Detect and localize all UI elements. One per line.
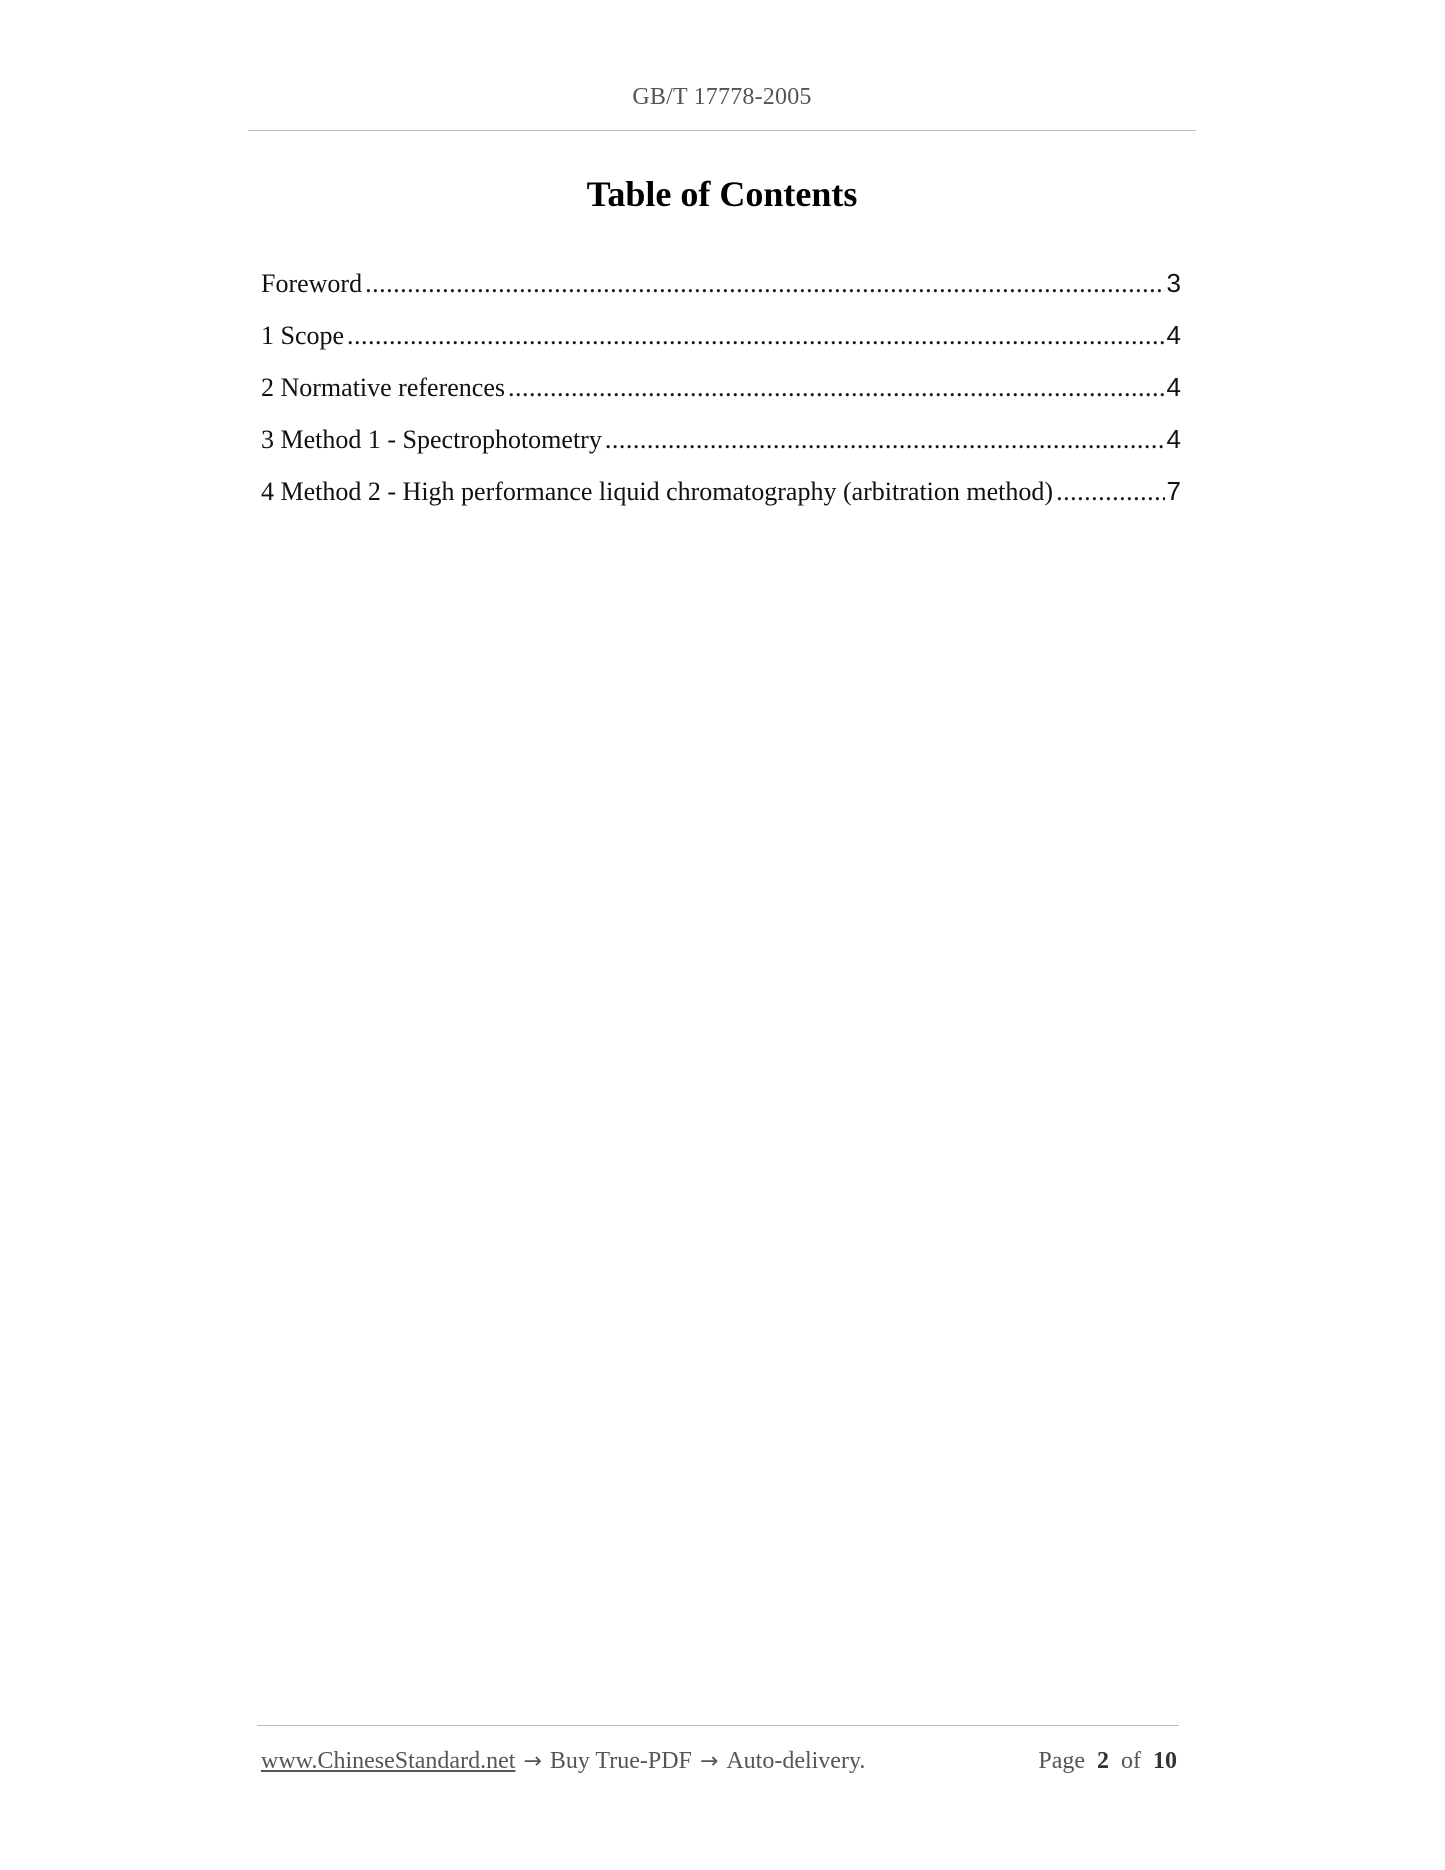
- toc-dot-leader: [605, 425, 1165, 455]
- right-arrow-icon: →: [523, 1749, 542, 1774]
- toc-entry-label: 2 Normative references: [261, 373, 505, 402]
- toc-entry-page: 4: [1166, 424, 1181, 454]
- auto-delivery-text: Auto-delivery.: [726, 1748, 866, 1774]
- toc-list: [261, 268, 1181, 528]
- buy-true-pdf-text: Buy True-PDF: [549, 1748, 692, 1774]
- toc-entry-label: 4 Method 2 - High performance liquid chromatography (arbitration method): [261, 477, 1054, 506]
- header-divider: [248, 130, 1196, 131]
- toc-dot-leader: [365, 269, 1164, 299]
- footer-promo: [261, 1748, 865, 1775]
- page-counter: [1038, 1748, 1177, 1775]
- toc-entry-label: Foreword: [261, 269, 363, 298]
- total-pages-number: 10: [1153, 1748, 1177, 1774]
- toc-dot-leader: [1056, 477, 1164, 507]
- toc-entry-page: 4: [1166, 320, 1181, 350]
- toc-entry-normative-references[interactable]: [261, 372, 1181, 424]
- toc-entry-page: 3: [1166, 268, 1181, 298]
- of-word: of: [1121, 1748, 1141, 1774]
- toc-entry-foreword[interactable]: [261, 268, 1181, 320]
- toc-entry-scope[interactable]: [261, 320, 1181, 372]
- document-id-header: GB/T 17778-2005: [632, 84, 812, 110]
- page-footer: [261, 1748, 1177, 1775]
- toc-dot-leader: [508, 373, 1165, 403]
- toc-entry-method-1[interactable]: [261, 424, 1181, 476]
- toc-entry-page: 4: [1166, 372, 1181, 402]
- toc-entry-label: 1 Scope: [261, 321, 345, 350]
- page-word: Page: [1038, 1748, 1085, 1774]
- right-arrow-icon: →: [699, 1749, 719, 1774]
- toc-entry-method-2[interactable]: [261, 476, 1181, 528]
- current-page-number: 2: [1097, 1748, 1109, 1774]
- toc-dot-leader: [347, 321, 1164, 351]
- toc-entry-page: 7: [1166, 476, 1181, 506]
- footer-divider: [257, 1725, 1179, 1726]
- site-link[interactable]: www.ChineseStandard.net: [261, 1748, 516, 1774]
- toc-entry-label: 3 Method 1 - Spectrophotometry: [261, 425, 602, 454]
- toc-title: Table of Contents: [586, 174, 858, 214]
